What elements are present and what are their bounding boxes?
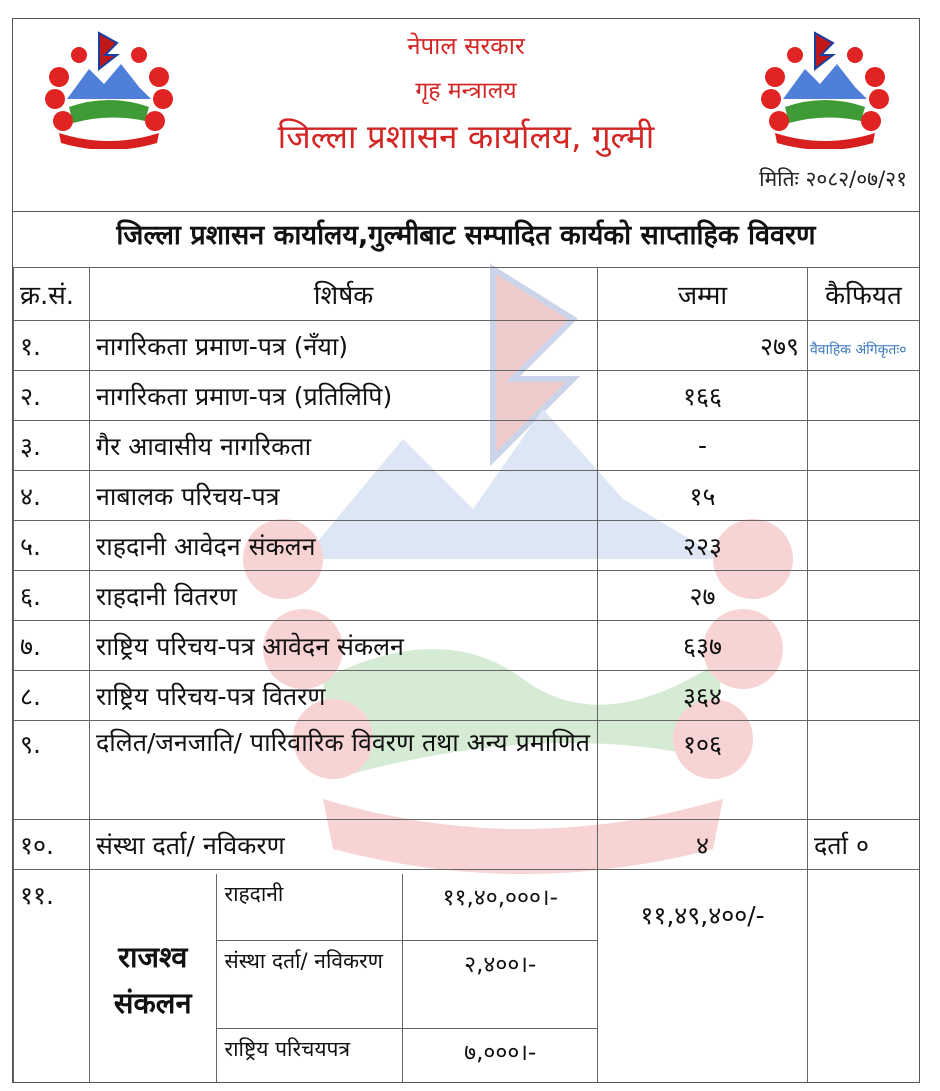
header-title: शिर्षक [90, 268, 598, 321]
revenue-item-name: राहदानी [216, 874, 402, 940]
weekly-report-table [13, 267, 920, 1083]
revenue-item-name: राष्ट्रिय परिचयपत्र [216, 1028, 402, 1083]
document-date: मितिः २०८२/०७/२१ [759, 167, 907, 191]
row-sn: २. [14, 371, 90, 421]
row-title: राष्ट्रिय परिचय-पत्र वितरण [90, 671, 598, 721]
table-row [14, 421, 920, 471]
letterhead [13, 19, 919, 212]
table-row [14, 671, 920, 721]
table-header-row [14, 268, 920, 321]
row-total: ३६४ [598, 671, 808, 721]
row-remark: दर्ता ० [808, 820, 920, 870]
row-title: नागरिकता प्रमाण-पत्र (प्रतिलिपि) [90, 371, 598, 421]
row-sn: ७. [14, 621, 90, 671]
revenue-item-amount: २,४००।- [402, 940, 598, 1028]
revenue-item-amount: ७,०००।- [402, 1028, 598, 1083]
row-remark [808, 471, 920, 521]
revenue-remark [808, 870, 920, 1084]
revenue-item-name: संस्था दर्ता/ नविकरण [216, 940, 402, 1028]
row-sn: १०. [14, 820, 90, 870]
revenue-breakdown-table [90, 874, 598, 1083]
row-title: राष्ट्रिय परिचय-पत्र आवेदन संकलन [90, 621, 598, 671]
row-remark [808, 571, 920, 621]
row-sn: ४. [14, 471, 90, 521]
row-total: २७९ [598, 321, 808, 371]
header-sn: क्र.सं. [14, 268, 90, 321]
revenue-item-amount: ११,४०,०००।- [402, 874, 598, 940]
row-title: राहदानी आवेदन संकलन [90, 521, 598, 571]
document-page [12, 18, 920, 1083]
row-sn: ९. [14, 721, 90, 820]
row-remark [808, 621, 920, 671]
row-total: ४ [598, 820, 808, 870]
remark-note: वैवाहिक अंगिकृतः० [810, 342, 907, 358]
table-row [14, 371, 920, 421]
govt-name: नेपाल सरकार [407, 32, 525, 60]
row-title: गैर आवासीय नागरिकता [90, 421, 598, 471]
row-total: ६३७ [598, 621, 808, 671]
revenue-sn: ११. [14, 870, 90, 1084]
row-total: २७ [598, 571, 808, 621]
report-title: जिल्ला प्रशासन कार्यालय,गुल्मीबाट सम्पादित कार्यको साप्ताहिक विवरण [13, 211, 919, 268]
row-total: १६६ [598, 371, 808, 421]
ministry-name: गृह मन्त्रालय [415, 78, 517, 104]
row-title: राहदानी वितरण [90, 571, 598, 621]
row-title: नाबालक परिचय-पत्र [90, 471, 598, 521]
row-title: नागरिकता प्रमाण-पत्र (नँया) [90, 321, 598, 371]
row-sn: ५. [14, 521, 90, 571]
header-total: जम्मा [598, 268, 808, 321]
revenue-total: ११,४९,४००/- [598, 870, 808, 1084]
table-row [14, 621, 920, 671]
row-sn: ६. [14, 571, 90, 621]
row-total: १०६ [598, 721, 808, 820]
table-row [14, 321, 920, 371]
revenue-row [14, 870, 920, 1084]
row-remark [808, 521, 920, 571]
table-row [14, 721, 920, 820]
table-row [14, 471, 920, 521]
row-remark [808, 421, 920, 471]
row-title: संस्था दर्ता/ नविकरण [90, 820, 598, 870]
row-title: दलित/जनजाति/ पारिवारिक विवरण तथा अन्य प्रमाणित [90, 721, 598, 820]
office-name: जिल्ला प्रशासन कार्यालय, गुल्मी [277, 117, 655, 156]
revenue-label: राजश्व संकलन [113, 940, 192, 1020]
table-row [14, 521, 920, 571]
row-remark [808, 721, 920, 820]
row-sn: ८. [14, 671, 90, 721]
header-remark: कैफियत [808, 268, 920, 321]
row-total: १५ [598, 471, 808, 521]
table-row [14, 571, 920, 621]
row-remark [808, 321, 920, 371]
row-sn: ३. [14, 421, 90, 471]
row-sn: १. [14, 321, 90, 371]
row-total: - [598, 421, 808, 471]
table-row [14, 820, 920, 870]
revenue-detail [90, 870, 598, 1084]
row-remark [808, 671, 920, 721]
revenue-label-cell [90, 874, 216, 1083]
row-remark [808, 371, 920, 421]
row-total: २२३ [598, 521, 808, 571]
